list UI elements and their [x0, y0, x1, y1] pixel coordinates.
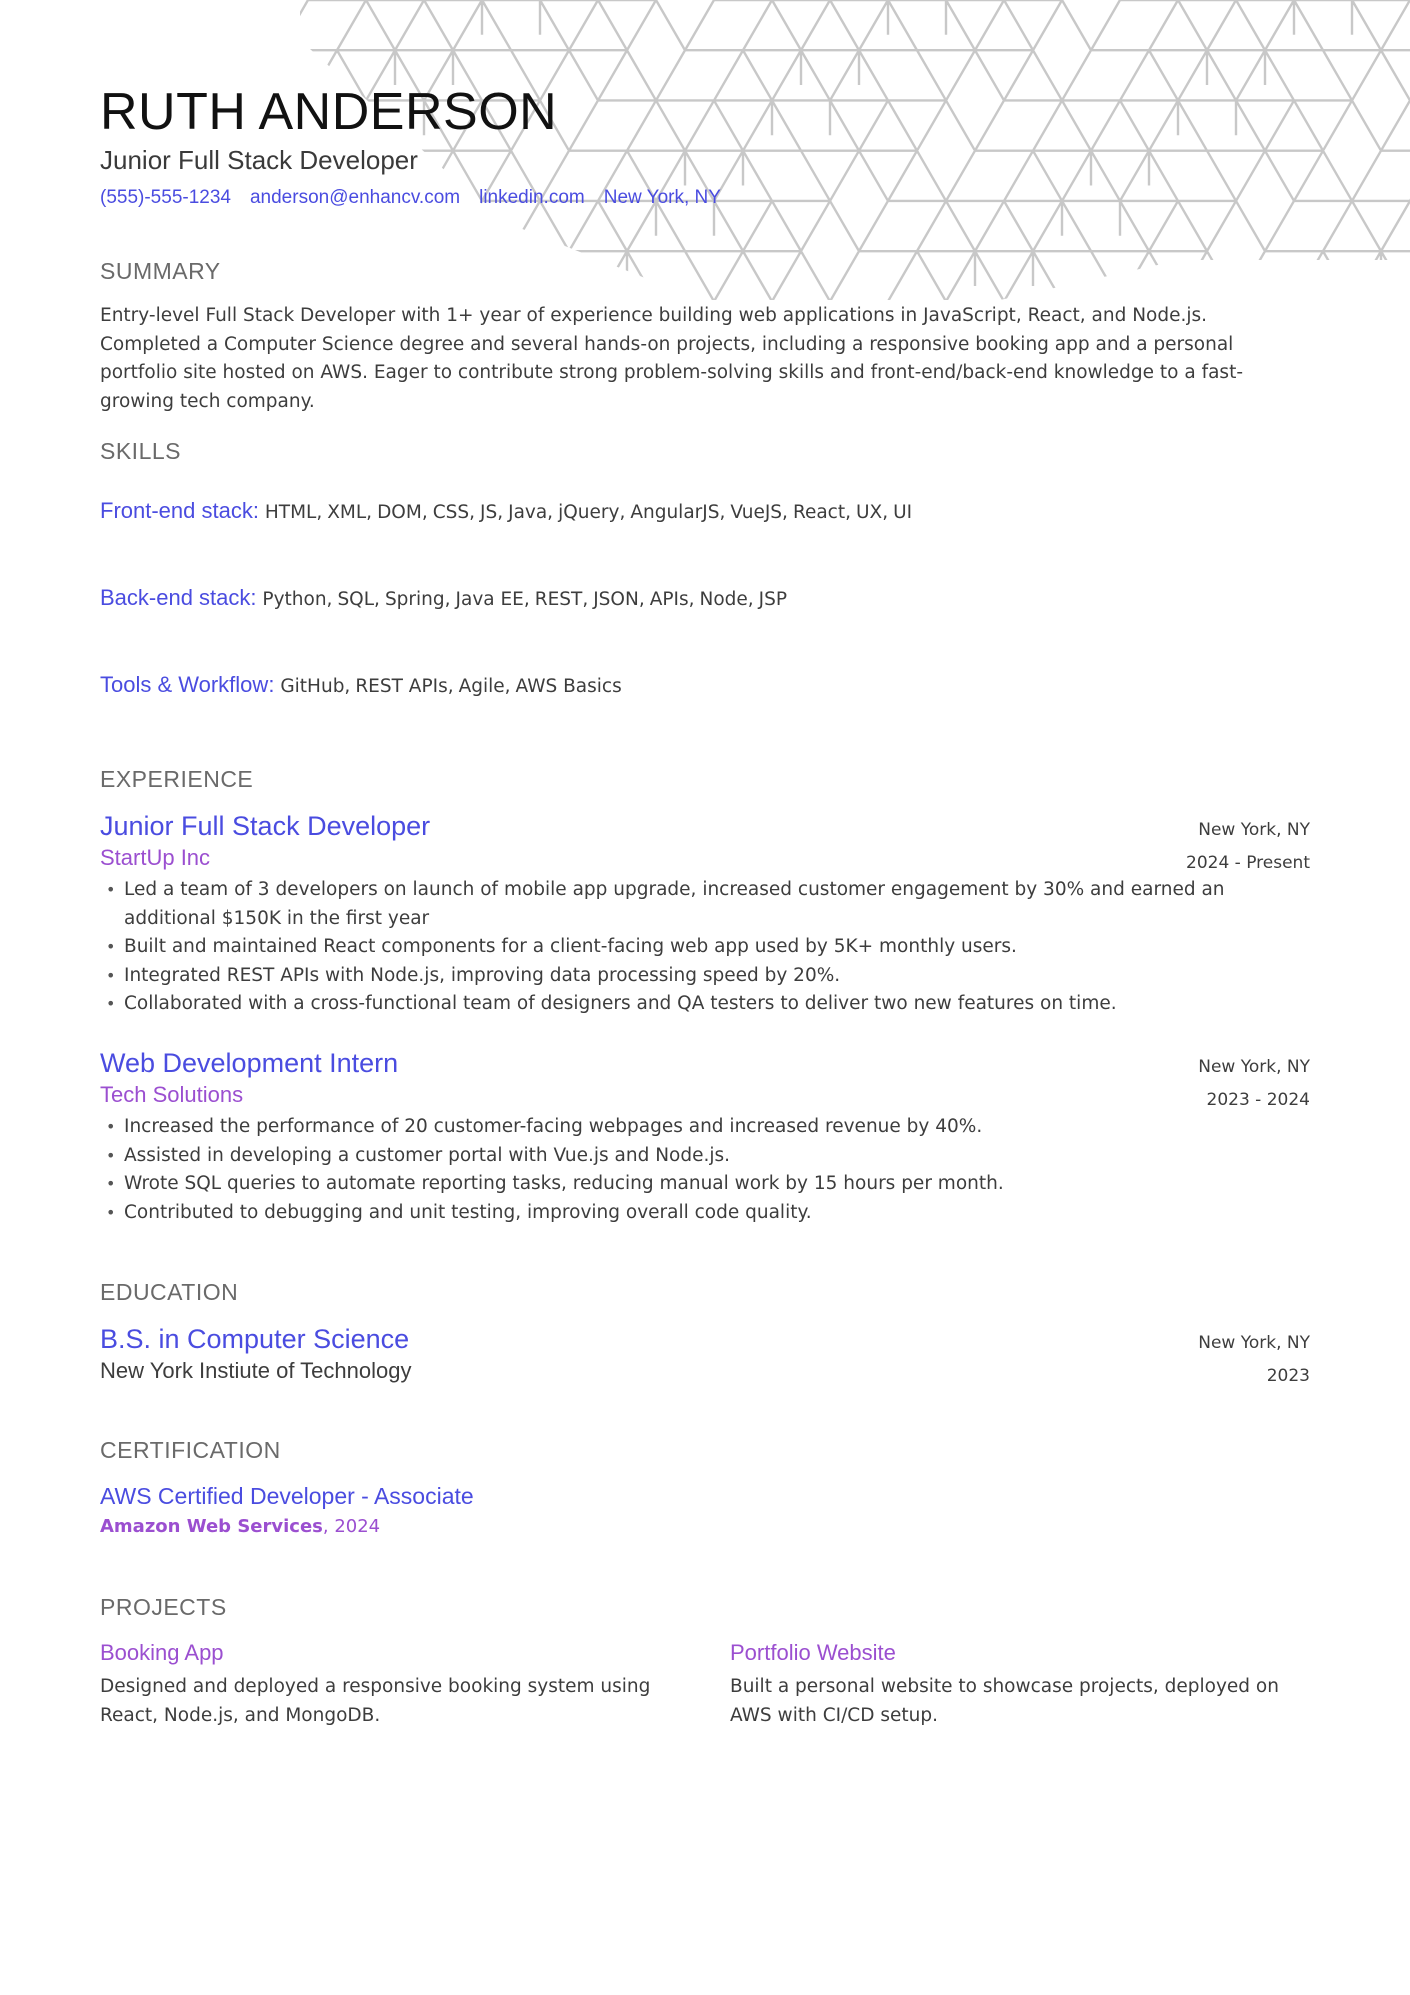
skill-item: UX, — [856, 502, 889, 523]
certification-heading: CERTIFICATION — [100, 1437, 281, 1463]
skill-item: GitHub, — [280, 676, 351, 697]
job-meta — [1198, 1051, 1310, 1117]
skills-heading: SKILLS — [100, 438, 181, 464]
summary-text: Entry-level Full Stack Developer with 1+ year of experience building web applications in JavaScript, React, and Node.js. Completed a Computer Science degree and several hands-on projects, including a responsive booking app and a personal portfolio site hosted on AWS. Eager to contribute strong problem-solving skills and front-end/back-end knowledge to a fast-growing tech company. — [100, 305, 1243, 412]
job-meta — [1186, 814, 1310, 880]
experience-entry — [100, 1047, 1310, 1227]
bullet-item: • Built and maintained React components for a client-facing web app used by 5K+ monthly users. — [100, 933, 1310, 962]
phone-link[interactable]: (555)-555-1234 — [100, 187, 231, 208]
certification-name: AWS Certified Developer - Associate — [100, 1483, 474, 1509]
certification-issuer-line — [100, 1512, 474, 1542]
certification-year: , 2024 — [322, 1516, 381, 1537]
projects-heading: PROJECTS — [100, 1594, 227, 1620]
skill-item: REST, — [534, 589, 589, 610]
job-bullets — [100, 1113, 1310, 1227]
skill-item: REST APIs, — [355, 676, 454, 697]
skill-item: jQuery, — [558, 502, 626, 523]
skill-group-label: Tools & Workflow — [100, 672, 269, 697]
skill-group-label: Front-end stack — [100, 498, 253, 523]
project-description: Designed and deployed a responsive booking system using React, Node.js, and MongoDB. — [100, 1676, 651, 1726]
skill-item: CSS, — [432, 502, 476, 523]
bullet-item: • Increased the performance of 20 customer-facing webpages and increased revenue by 40%. — [100, 1113, 1310, 1142]
experience-entry — [100, 810, 1310, 1019]
skill-item: Java, — [508, 502, 554, 523]
skill-item: AngularJS, — [630, 502, 726, 523]
skill-item: SQL, — [337, 589, 380, 610]
skill-group-tools: Tools & Workflow: GitHub, REST APIs, Agile, AWS Basics — [100, 672, 627, 698]
email-link[interactable]: anderson@enhancv.com — [249, 187, 461, 208]
skill-item: VueJS, — [730, 502, 788, 523]
linkedin-link[interactable]: linkedin.com — [479, 187, 585, 208]
candidate-headline: Junior Full Stack Developer — [100, 145, 418, 175]
skill-list — [262, 589, 792, 610]
degree-title: B.S. in Computer Science — [100, 1324, 410, 1354]
skill-list — [280, 676, 626, 697]
skill-item: Spring, — [384, 589, 451, 610]
bullet-item: • Integrated REST APIs with Node.js, improving data processing speed by 20%. — [100, 962, 1310, 991]
job-title: Junior Full Stack Developer — [100, 811, 431, 841]
summary-heading: SUMMARY — [100, 258, 221, 284]
skill-item: JSP — [758, 589, 788, 610]
skill-item: XML, — [327, 502, 373, 523]
project-title: Portfolio Website — [730, 1640, 896, 1665]
location-text: New York, NY — [603, 187, 721, 208]
project-title: Booking App — [100, 1640, 224, 1665]
education-year: 2023 — [1266, 1366, 1310, 1386]
bullet-item: • Collaborated with a cross-functional team of designers and QA testers to deliver two new features on time. — [100, 990, 1310, 1019]
education-meta — [1198, 1327, 1310, 1393]
project-card — [730, 1637, 1310, 1730]
candidate-name: RUTH ANDERSON — [100, 83, 558, 141]
job-location: New York, NY — [1198, 820, 1310, 840]
bullet-item: • Led a team of 3 developers on launch of mobile app upgrade, increased customer engagement by 30% and earned an additional $150K in the first year — [100, 876, 1310, 933]
project-card — [100, 1637, 680, 1730]
project-description: Built a personal website to showcase projects, deployed on AWS with CI/CD setup. — [730, 1676, 1279, 1726]
skill-item: APIs, — [649, 589, 695, 610]
bullet-item: • Contributed to debugging and unit testing, improving overall code quality. — [100, 1199, 1310, 1228]
contact-bar — [100, 187, 721, 209]
skill-group-backend: Back-end stack: Python, SQL, Spring, Java EE, REST, JSON, APIs, Node, JSP — [100, 585, 792, 611]
job-location: New York, NY — [1198, 1057, 1310, 1077]
bullet-item: • Wrote SQL queries to automate reporting tasks, reducing manual work by 15 hours per month. — [100, 1170, 1310, 1199]
skill-item: Node, — [699, 589, 754, 610]
job-dates: 2023 - 2024 — [1206, 1090, 1310, 1110]
skill-item: JS, — [480, 502, 504, 523]
job-dates: 2024 - Present — [1186, 853, 1310, 873]
job-title: Web Development Intern — [100, 1048, 399, 1078]
skill-list — [265, 502, 917, 523]
company-name: StartUp Inc — [100, 845, 211, 870]
education-location: New York, NY — [1198, 1333, 1310, 1353]
skill-item: React, — [792, 502, 851, 523]
skill-item: HTML, — [264, 502, 323, 523]
education-entry — [100, 1323, 1310, 1387]
company-name: Tech Solutions — [100, 1082, 244, 1107]
skill-item: Java EE, — [455, 589, 530, 610]
skill-item: Python, — [262, 589, 333, 610]
bullet-item: • Assisted in developing a customer portal with Vue.js and Node.js. — [100, 1142, 1310, 1171]
skill-item: DOM, — [377, 502, 428, 523]
skill-group-frontend: Front-end stack: HTML, XML, DOM, CSS, JS, Java, jQuery, AngularJS, VueJS, React, UX, UI — [100, 498, 917, 524]
skill-group-label: Back-end stack — [100, 585, 251, 610]
school-name: New York Instiute of Technology — [100, 1358, 412, 1383]
certification-issuer: Amazon Web Services — [100, 1516, 323, 1537]
skill-item: Agile, — [458, 676, 511, 697]
skill-item: AWS Basics — [515, 676, 622, 697]
skill-item: JSON, — [593, 589, 645, 610]
job-bullets — [100, 876, 1310, 1019]
experience-heading: EXPERIENCE — [100, 766, 254, 792]
skill-item: UI — [893, 502, 913, 523]
certification-entry — [100, 1480, 474, 1542]
education-heading: EDUCATION — [100, 1279, 239, 1305]
